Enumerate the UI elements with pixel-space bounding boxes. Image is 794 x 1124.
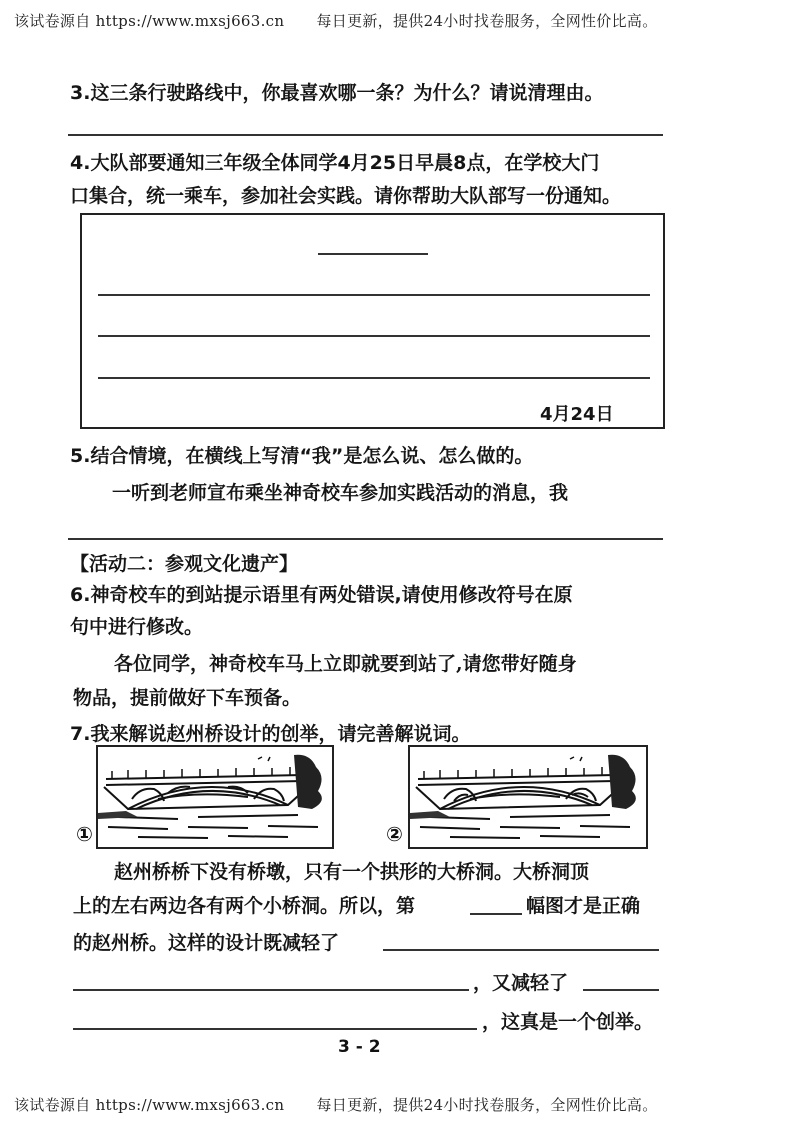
notice-line-1[interactable]	[98, 294, 650, 296]
banner-slogan-bottom: 每日更新，提供24小时找卷服务，全网性价比高。	[316, 1096, 658, 1114]
bridge-illustration-1	[98, 747, 332, 847]
q7-paragraph-line1: 赵州桥桥下没有桥墩，只有一个拱形的大桥洞。大桥洞顶	[114, 861, 590, 883]
question-6-line1: 6.神奇校车的到站提示语里有两处错误,请使用修改符号在原	[70, 584, 573, 606]
question-4-line2: 口集合，统一乘车，参加社会实践。请你帮助大队部写一份通知。	[70, 185, 622, 207]
question-7: 7.我来解说赵州桥设计的创举，请完善解说词。	[70, 723, 471, 745]
banner-top	[14, 10, 658, 31]
banner-source: 该试卷源自 https://www.mxsj663.cn	[14, 12, 285, 30]
question-5-prompt: 一听到老师宣布乘坐神奇校车参加实践活动的消息，我	[112, 482, 569, 504]
question-3: 3.这三条行驶路线中，你最喜欢哪一条？为什么？请说清理由。	[70, 82, 604, 104]
figure-2-label: ②	[386, 822, 403, 846]
q7-paragraph-line5: ，这真是一个创举。	[482, 1011, 654, 1033]
question-6-line2: 句中进行修改。	[70, 616, 204, 638]
notice-line-2[interactable]	[98, 335, 650, 337]
notice-title-line[interactable]	[318, 253, 428, 255]
q7-paragraph-line2a: 上的左右两边各有两个小桥洞。所以，第	[73, 895, 416, 917]
answer-line-q3[interactable]	[68, 134, 663, 136]
bridge-figure-2	[408, 745, 648, 849]
banner-source-bottom: 该试卷源自 https://www.mxsj663.cn	[14, 1096, 285, 1114]
notice-line-3[interactable]	[98, 377, 650, 379]
question-6-passage-line1[interactable]: 各位同学，神奇校车马上立即就要到站了,请您带好随身	[114, 653, 577, 675]
banner-bottom	[14, 1094, 658, 1115]
banner-slogan: 每日更新，提供24小时找卷服务，全网性价比高。	[316, 12, 658, 30]
page-number: 3 - 2	[338, 1037, 381, 1057]
activity-2-title: 【活动二：参观文化遗产】	[70, 553, 299, 575]
answer-blank-figure-number[interactable]	[470, 913, 522, 915]
q7-paragraph-line4: ，又减轻了	[473, 972, 569, 994]
q7-paragraph-line2b: 幅图才是正确	[526, 895, 641, 917]
notice-writing-box	[80, 213, 665, 429]
figure-1-label: ①	[76, 822, 93, 846]
answer-blank-reduced-2a[interactable]	[583, 989, 659, 991]
bridge-illustration-2	[410, 747, 646, 847]
answer-line-q5[interactable]	[68, 538, 663, 540]
question-6-passage-line2[interactable]: 物品，提前做好下车预备。	[73, 687, 302, 709]
bridge-figure-1	[96, 745, 334, 849]
answer-blank-reduced-1a[interactable]	[383, 949, 659, 951]
question-4-line1: 4.大队部要通知三年级全体同学4月25日早晨8点，在学校大门	[70, 152, 600, 174]
answer-blank-reduced-1b[interactable]	[73, 989, 469, 991]
q7-paragraph-line3: 的赵州桥。这样的设计既减轻了	[73, 932, 340, 954]
notice-date: 4月24日	[540, 404, 614, 425]
question-5: 5.结合情境，在横线上写清“我”是怎么说、怎么做的。	[70, 445, 534, 467]
answer-blank-reduced-2b[interactable]	[73, 1028, 477, 1030]
